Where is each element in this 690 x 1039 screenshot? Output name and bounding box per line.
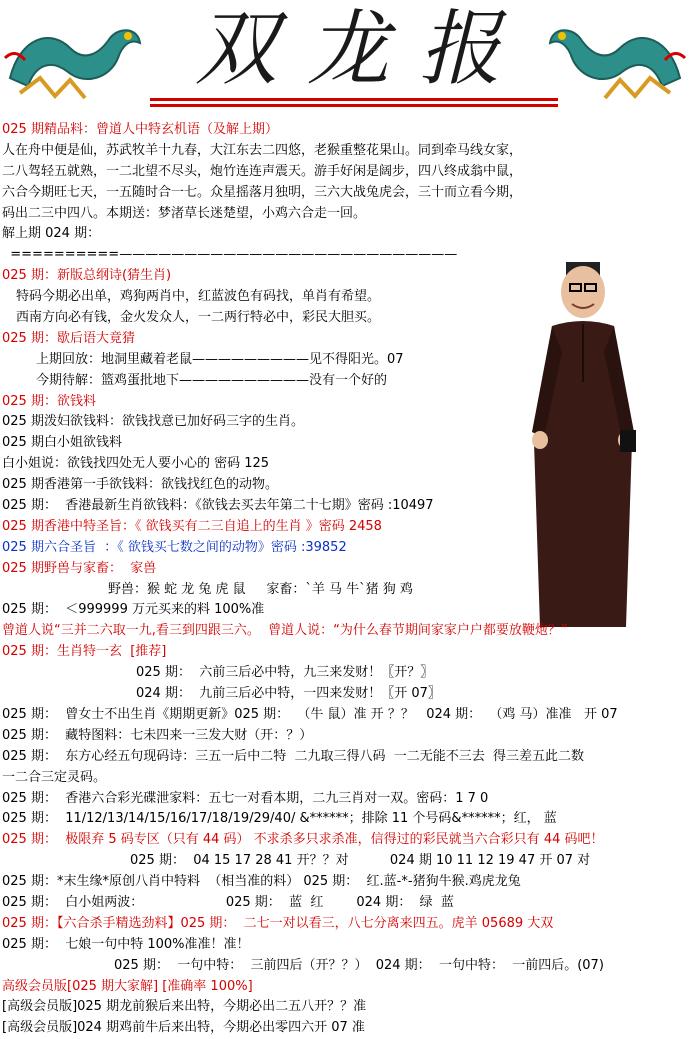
text-line: 解上期 024 期： (2, 226, 101, 242)
text-line: 025 期：生肖特一玄 [推荐] (2, 644, 167, 660)
text-line: 025 期： 曾女士不出生肖《期期更新》025 期： （牛 鼠）准 开 ？？ 024 期： （鸡 马）准准 开 07 (2, 706, 618, 722)
text-line: 025 期： 七娘一句中特 100%准准！准！ (2, 936, 250, 952)
text-line: 人在舟中便是仙，苏武牧羊十九春，大江东去二四悠，老猴重整花果山。同到牵马线女家， (2, 142, 523, 158)
text-line: 025 期： 11/12/13/14/15/16/17/18/19/29/40/ &******；排除 11 个号码&******；红， 蓝 (2, 811, 557, 827)
text-line: 025 期：*末生缘*原创八肖中特料 （相当准的料） 025 期： 红.蓝-*-猪狗牛猴.鸡虎龙兔 (2, 874, 521, 890)
text-line: 二八驾轻五就熟，一二北望不尽头，炮竹连连声震天。游手好闲是阔步，四八终成翁中鼠， (2, 163, 523, 179)
text-line: 024 期： 九前三后必中特，一四来发财！〖开 07〗 (136, 686, 441, 702)
text-line: 025 期：欲钱料 (2, 393, 96, 409)
text-line: 025 期： 04 15 17 28 41 开？？对 024 期 10 11 12 19 47 开 07 对 (130, 853, 591, 869)
text-line: 025 期六合圣旨 ：《 欲钱买七数之间的动物》密码 :39852 (2, 539, 347, 555)
text-line: 高级会员版[025 期大家解] [准确率 100%] (2, 978, 253, 994)
text-line: 025 期： 一句中特： 三前四后（开？？） 024 期： 一句中特： 一前四后。(07) (114, 957, 604, 973)
text-line: ==========—————————————————————————— (2, 247, 458, 263)
title-underline-bottom (150, 104, 558, 107)
text-line: 025 期：歇后语大竟猜 (2, 330, 135, 346)
text-line: 025 期： 白小姐两波： 025 期： 蓝 红 024 期： 绿 蓝 (2, 894, 454, 910)
text-line: 025 期白小姐欲钱料 (2, 435, 122, 451)
text-line: [高级会员版]025 期龙前猴后来出特，今期必出二五八开？？准 (2, 999, 367, 1015)
masthead (0, 0, 690, 118)
text-line: 025 期： 藏特图料：七未四来一三发大财（开：？） (2, 727, 313, 743)
text-line: 025 期精品料：曾道人中特玄机语（及解上期） (2, 122, 278, 137)
dragon-right-icon (540, 8, 690, 108)
text-line: 025 期： 香港六合彩光碟泄家料：五七一对看本期，二九三肖对一双。密码：1 7 0 (2, 790, 489, 806)
text-line: 六合今期旺七天，一五随时合一七。众星摇落月独明，三六大战兔虎会，三十而立看今期， (2, 184, 523, 200)
text-line: 025 期： 东方心经五句现码诗：三五一后中二特 二九取三得八码 一二无能不三去 得三差五此二数 (2, 748, 585, 764)
text-line: 025 期野兽与家畜： 家兽 (2, 560, 157, 576)
text-line: 025 期香港第一手欲钱料：欲钱找红色的动物。 (2, 477, 278, 493)
title-underline-top (150, 98, 558, 101)
text-line: 025 期：【六合杀手精选劲料】025 期： 二七一对以看三，八七分离来四五。虎羊 05689 大双 (2, 915, 554, 931)
text-line: 今期待解：篮鸡蛋批地下——————————没有一个好的 (36, 372, 388, 388)
text-line: 码出二三中四八。本期送：梦渚草长迷楚望，小鸡六合走一回。 (2, 205, 367, 221)
text-line: 特码今期必出单，鸡狗两肖中，红蓝波色有码找，单肖有希望。 (16, 289, 381, 305)
article-body (2, 120, 688, 1039)
text-line: 025 期： 极限弃 5 码专区（只有 44 码） 不求杀多只求杀准，信得过的彩民就当六合彩只有 44 码吧！ (2, 832, 604, 848)
text-line: 曾道人说“三并二六取一九,看三到四跟三六。 曾道人说：“为什么春节期间家家户户都要放鞭炮？” (2, 623, 568, 639)
text-line: 上期回放：地洞里藏着老鼠—————————见不得阳光。07 (36, 351, 404, 367)
text-line: 025 期： 香港最新生肖欲钱料：《欲钱去买去年第二十七期》密码 :10497 (2, 498, 434, 514)
text-line: 025 期：新版总纲诗(猜生肖) (2, 268, 172, 284)
text-line: 025 期香港中特圣旨：《 欲钱买有二三自追上的生肖 》密码 2458 (2, 518, 382, 534)
text-line: 一二合三定灵码。 (2, 769, 107, 785)
text-line: [高级会员版]024 期鸡前牛后来出特，今期必出零四六开 07 准 (2, 1020, 365, 1036)
text-line: 白小姐说：欲钱找四处无人要小心的 密码 125 (2, 456, 270, 472)
masthead-title: 双龙报 (195, 2, 531, 97)
dragon-left-icon (0, 8, 150, 108)
text-line: 025 期泼妇欲钱料：欲钱找意已加好码三字的生肖。 (2, 414, 304, 430)
text-line: 025 期： 六前三后必中特，九三来发财！〖开？〗 (136, 665, 434, 681)
text-line: 野兽：猴 蛇 龙 兔 虎 鼠 家畜：`羊 马 牛`猪 狗 鸡 (108, 581, 413, 597)
text-line: 025 期： ＜999999 万元买来的料 100%准 (2, 602, 265, 618)
text-line: 西南方向必有钱，金火发众人，一二两行特必中，彩民大胆买。 (16, 310, 381, 326)
